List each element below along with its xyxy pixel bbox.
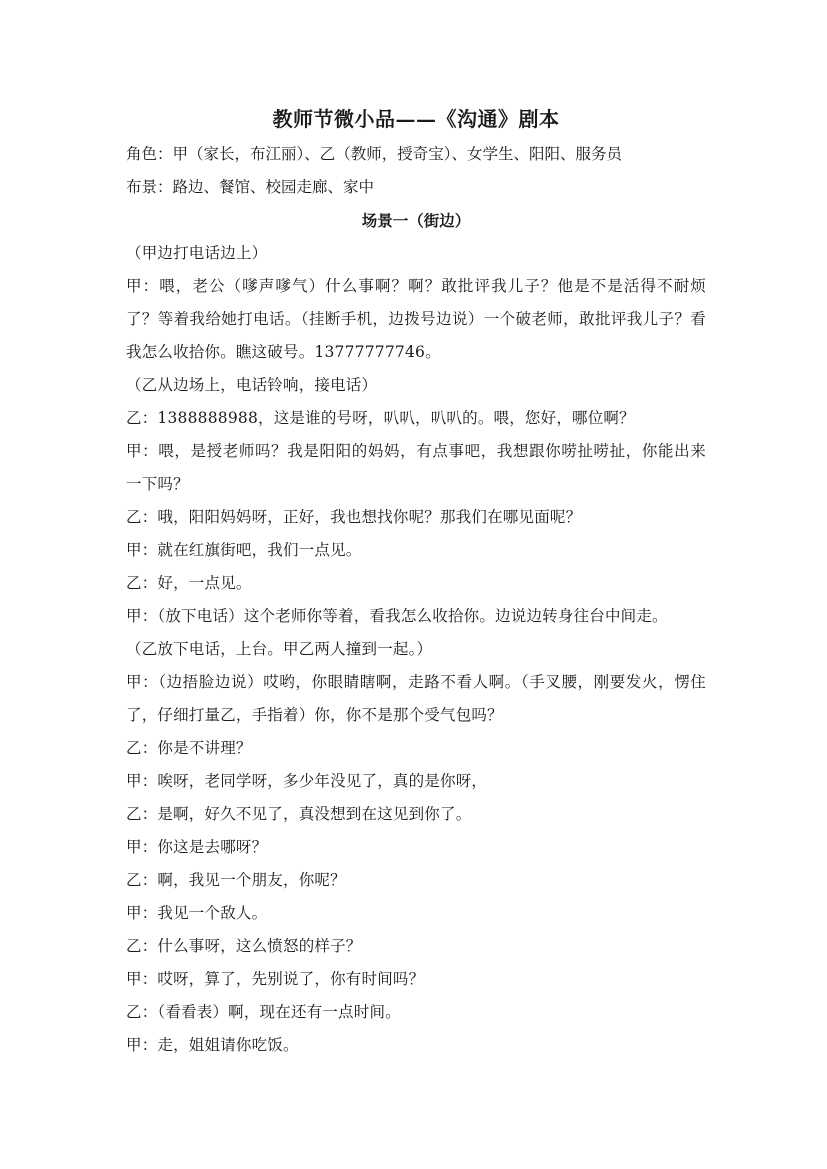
script-line: 甲：喂，老公（嗲声嗲气）什么事啊？啊？敢批评我儿子？他是不是活得不耐烦了？等着我给她打电话。（挂断手机，边拨号边说）一个破老师，敢批评我儿子？看我怎么收拾你。瞧这破号。13777777746。 [126, 277, 706, 361]
script-line: 甲：（边捂脸边说）哎哟，你眼睛瞎啊，走路不看人啊。（手叉腰，刚要发火，愣住了，仔细打量乙，手指着）你，你不是那个受气包吗？ [126, 673, 706, 724]
scene-heading: 场景一（街边） [361, 211, 471, 230]
script-line: 乙：好，一点见。 [126, 574, 252, 592]
script-line: 甲：哎呀，算了，先别说了，你有时间吗？ [126, 970, 425, 988]
script-line: 甲：我见一个敌人。 [126, 904, 268, 922]
script-line: 甲：喂，是授老师吗？我是阳阳的妈妈，有点事吧，我想跟你唠扯唠扯，你能出来一下吗？ [126, 442, 706, 493]
script-line: 甲：（放下电话）这个老师你等着，看我怎么收拾你。边说边转身往台中间走。 [126, 607, 668, 625]
script-line: 甲：你这是去哪呀？ [126, 838, 268, 856]
script-line: 甲：唉呀，老同学呀，多少年没见了，真的是你呀， [126, 772, 488, 790]
setting-line: 布景：路边、餐馆、校园走廊、家中 [126, 178, 375, 196]
script-line: （乙放下电话，上台。甲乙两人撞到一起。） [126, 640, 433, 658]
script-line: 乙：什么事呀，这么愤怒的样子？ [126, 937, 362, 955]
script-line: （乙从边场上，电话铃响，接电话） [126, 376, 378, 394]
script-line: 乙：你是不讲理？ [126, 739, 252, 757]
document-page [126, 104, 706, 1062]
script-line: 乙：是啊，好久不见了，真没想到在这见到你了。 [126, 805, 472, 823]
roles-line: 角色：甲（家长，布江丽）、乙（教师，授奇宝）、女学生、阳阳、服务员 [126, 145, 623, 163]
script-line: 乙：哦，阳阳妈妈呀，正好，我也想找你呢？那我们在哪见面呢？ [126, 508, 582, 526]
script-line: 乙：1388888988，这是谁的号呀，叭叭，叭叭的。喂，您好，哪位啊？ [126, 409, 635, 427]
script-line: 甲：就在红旗街吧，我们一点见。 [126, 541, 362, 559]
script-line: 甲：走，姐姐请你吃饭。 [126, 1036, 299, 1054]
script-line: 乙：啊，我见一个朋友，你呢？ [126, 871, 346, 889]
script-line: （甲边打电话边上） [126, 244, 268, 262]
script-line: 乙：（看看表）啊，现在还有一点时间。 [126, 1003, 401, 1021]
document-title: 教师节微小品——《沟通》剧本 [272, 107, 560, 131]
